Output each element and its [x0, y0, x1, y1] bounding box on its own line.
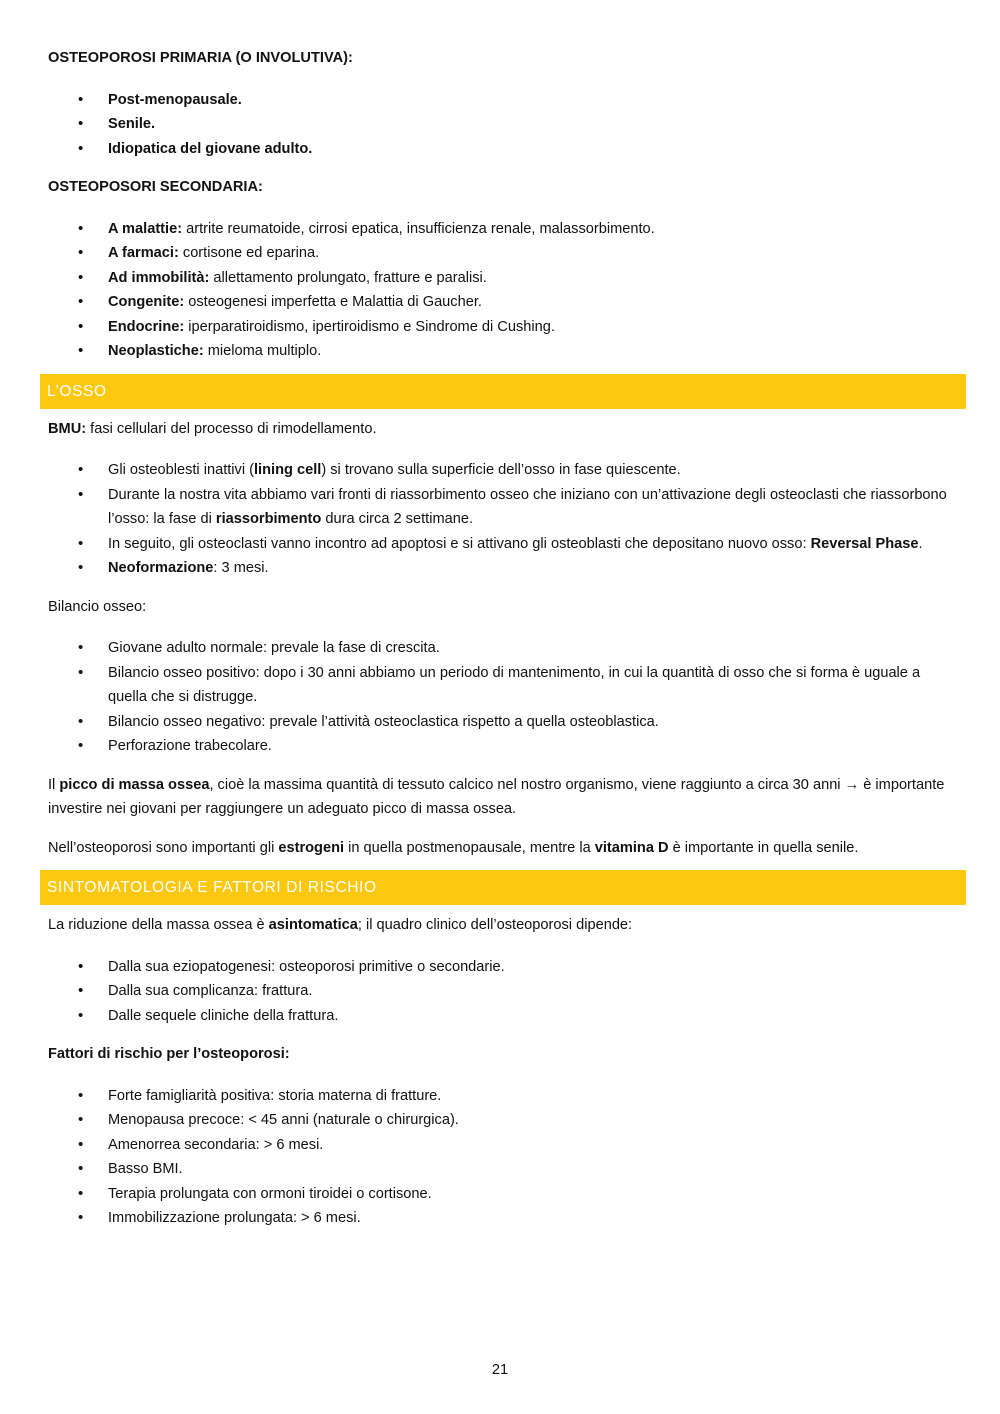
list-item: • Endocrine: iperparatiroidismo, ipertiroidismo e Sindrome di Cushing. — [48, 315, 960, 340]
list-item: • Congenite: osteogenesi imperfetta e Malattia di Gaucher. — [48, 290, 960, 315]
bmu-paragraph: BMU: fasi cellulari del processo di rimodellamento. — [48, 420, 377, 437]
bmu-list — [48, 458, 960, 581]
primary-list — [48, 88, 960, 162]
picco-paragraph: Il picco di massa ossea, cioè la massima quantità di tessuto calcico nel nostro organismo, viene raggiunto a circa 30 anni → è importante investire nei giovani per raggiungere un adeguato picco di massa ossea. — [48, 776, 945, 817]
document-page — [48, 46, 960, 1231]
list-item: • Durante la nostra vita abbiamo vari fronti di riassorbimento osseo che iniziano con un’attivazione degli osteoclasti che riassorbono l’osso: la fase di riassorbimento dura circa 2 settimane. — [48, 483, 960, 532]
list-item: • Neoformazione: 3 mesi. — [48, 556, 960, 581]
list-item: • Post-menopausale. — [48, 88, 960, 113]
list-item: • Dalle sequele cliniche della frattura. — [48, 1004, 960, 1029]
list-item: • Neoplastiche: mieloma multiplo. — [48, 339, 960, 364]
rischio-heading: Fattori di rischio per l’osteoporosi: — [48, 1046, 290, 1062]
primary-heading: OSTEOPOROSI PRIMARIA (O INVOLUTIVA): — [48, 50, 353, 66]
list-item: • Perforazione trabecolare. — [48, 734, 960, 759]
sintomi-list — [48, 955, 960, 1029]
secondary-heading: OSTEOPOSORI SECONDARIA: — [48, 179, 263, 195]
sintomi-intro: La riduzione della massa ossea è asintomatica; il quadro clinico dell’osteoporosi dipende: — [48, 917, 633, 933]
list-item: • Basso BMI. — [48, 1157, 960, 1182]
list-item: • Forte famigliarità positiva: storia materna di fratture. — [48, 1084, 960, 1109]
list-item: • Bilancio osseo negativo: prevale l’attività osteoclastica rispetto a quella osteoblastica. — [48, 710, 960, 735]
secondary-list — [48, 217, 960, 364]
list-item: • Giovane adulto normale: prevale la fase di crescita. — [48, 636, 960, 661]
list-item: • Ad immobilità: allettamento prolungato, fratture e paralisi. — [48, 266, 960, 291]
list-item: • Dalla sua complicanza: frattura. — [48, 979, 960, 1004]
list-item: • Terapia prolungata con ormoni tiroidei o cortisone. — [48, 1182, 960, 1207]
section-band-osso: L’OSSO — [40, 374, 966, 409]
list-item: • Dalla sua eziopatogenesi: osteoporosi primitive o secondarie. — [48, 955, 960, 980]
list-item: • Immobilizzazione prolungata: > 6 mesi. — [48, 1206, 960, 1231]
bilancio-list — [48, 636, 960, 759]
bilancio-title: Bilancio osseo: — [48, 598, 147, 615]
estrogeni-paragraph: Nell’osteoporosi sono importanti gli estrogeni in quella postmenopausale, mentre la vitamina D è importante in quella senile. — [48, 839, 859, 856]
list-item: • A malattie: artrite reumatoide, cirrosi epatica, insufficienza renale, malassorbimento. — [48, 217, 960, 242]
list-item: • Menopausa precoce: < 45 anni (naturale o chirurgica). — [48, 1108, 960, 1133]
rischio-list — [48, 1084, 960, 1231]
list-item: • A farmaci: cortisone ed eparina. — [48, 241, 960, 266]
list-item: • In seguito, gli osteoclasti vanno incontro ad apoptosi e si attivano gli osteoblasti che depositano nuovo osso: Reversal Phase. — [48, 532, 960, 557]
section-band-sintomatologia: SINTOMATOLOGIA E FATTORI DI RISCHIO — [40, 870, 966, 905]
list-item: • Gli osteoblesti inattivi (lining cell) si trovano sulla superficie dell’osso in fase quiescente. — [48, 458, 960, 483]
list-item: • Bilancio osseo positivo: dopo i 30 anni abbiamo un periodo di mantenimento, in cui la quantità di osso che si forma è uguale a quella che si distrugge. — [48, 661, 960, 710]
page-number: 21 — [491, 1362, 509, 1378]
list-item: • Senile. — [48, 112, 960, 137]
list-item: • Idiopatica del giovane adulto. — [48, 137, 960, 162]
list-item: • Amenorrea secondaria: > 6 mesi. — [48, 1133, 960, 1158]
